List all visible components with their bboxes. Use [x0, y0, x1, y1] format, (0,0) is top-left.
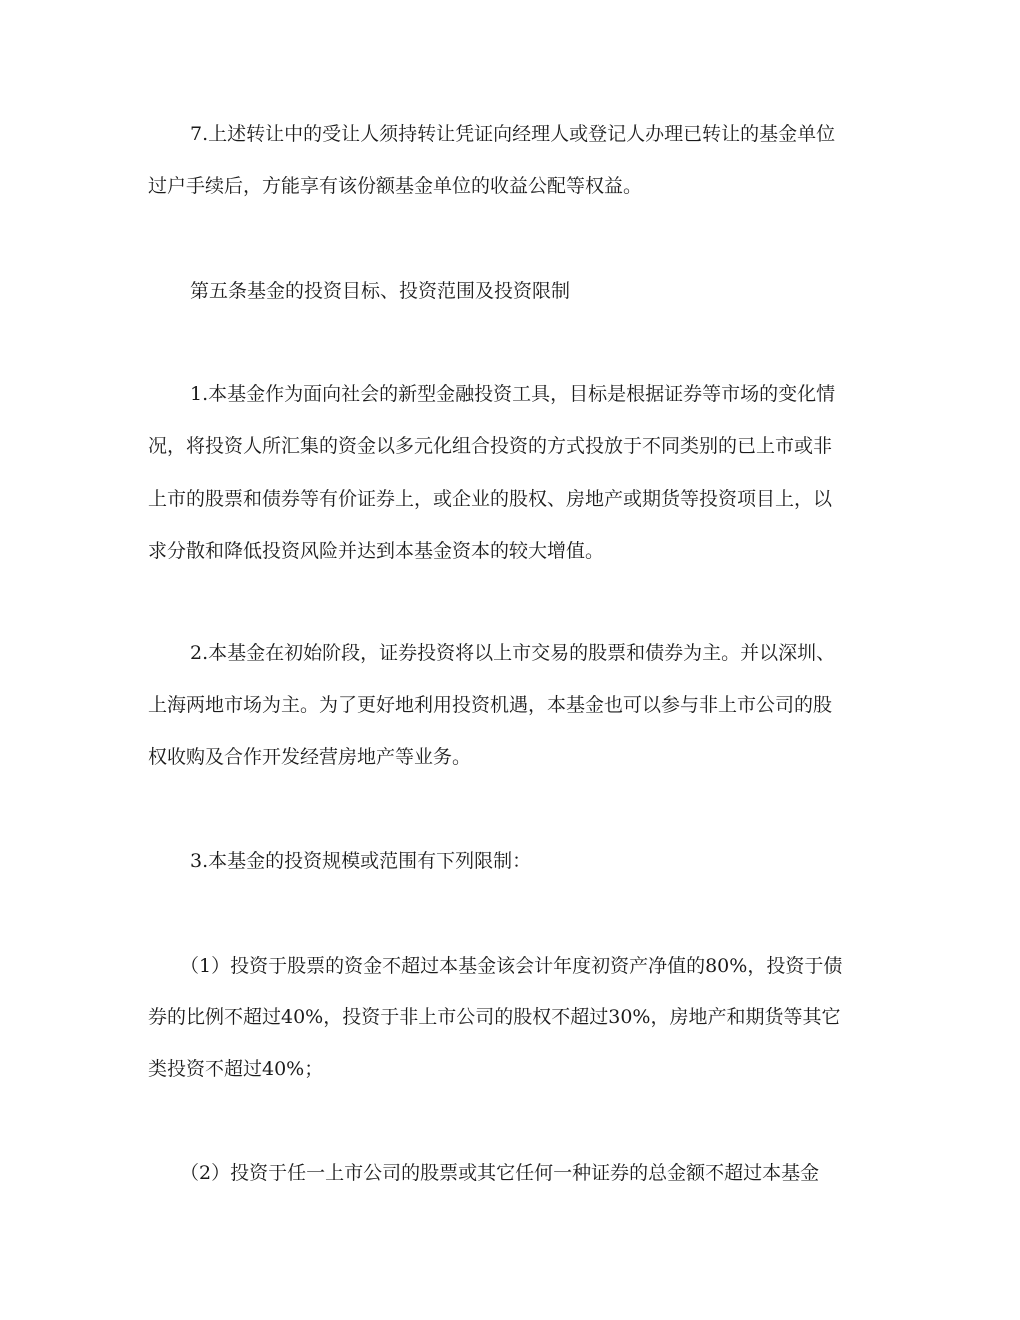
- paragraph-7-line-2: 过户手续后，方能享有该份额基金单位的收益公配等权益。: [148, 175, 643, 197]
- paragraph-1-line-2: 况，将投资人所汇集的资金以多元化组合投资的方式投放于不同类别的已上市或非: [148, 435, 833, 457]
- paragraph-2-line-1: 2.本基金在初始阶段，证券投资将以上市交易的股票和债券为主。并以深圳、: [190, 642, 836, 664]
- paragraph-1-line-4: 求分散和降低投资风险并达到本基金资本的较大增值。: [148, 540, 605, 562]
- item-1-line-2: 券的比例不超过40%，投资于非上市公司的股权不超过30%，房地产和期货等其它: [148, 1006, 841, 1028]
- item-1-line-3: 类投资不超过40%；: [148, 1058, 324, 1080]
- item-1-line-1: （1）投资于股票的资金不超过本基金该会计年度初资产净值的80%，投资于债: [180, 955, 843, 977]
- item-2-line-1: （2）投资于任一上市公司的股票或其它任何一种证券的总金额不超过本基金: [180, 1162, 820, 1184]
- paragraph-2-line-2: 上海两地市场为主。为了更好地利用投资机遇，本基金也可以参与非上市公司的股: [148, 694, 833, 716]
- paragraph-1-line-1: 1.本基金作为面向社会的新型金融投资工具，目标是根据证券等市场的变化情: [190, 383, 836, 405]
- paragraph-2-line-3: 权收购及合作开发经营房地产等业务。: [148, 746, 472, 768]
- paragraph-1-line-3: 上市的股票和债券等有价证券上，或企业的股权、房地产或期货等投资项目上，以: [148, 488, 833, 510]
- paragraph-3-line-1: 3.本基金的投资规模或范围有下列限制：: [190, 850, 532, 872]
- paragraph-7-line-1: 7.上述转让中的受让人须持转让凭证向经理人或登记人办理已转让的基金单位: [190, 123, 836, 145]
- article-5-heading: 第五条基金的投资目标、投资范围及投资限制: [190, 280, 571, 302]
